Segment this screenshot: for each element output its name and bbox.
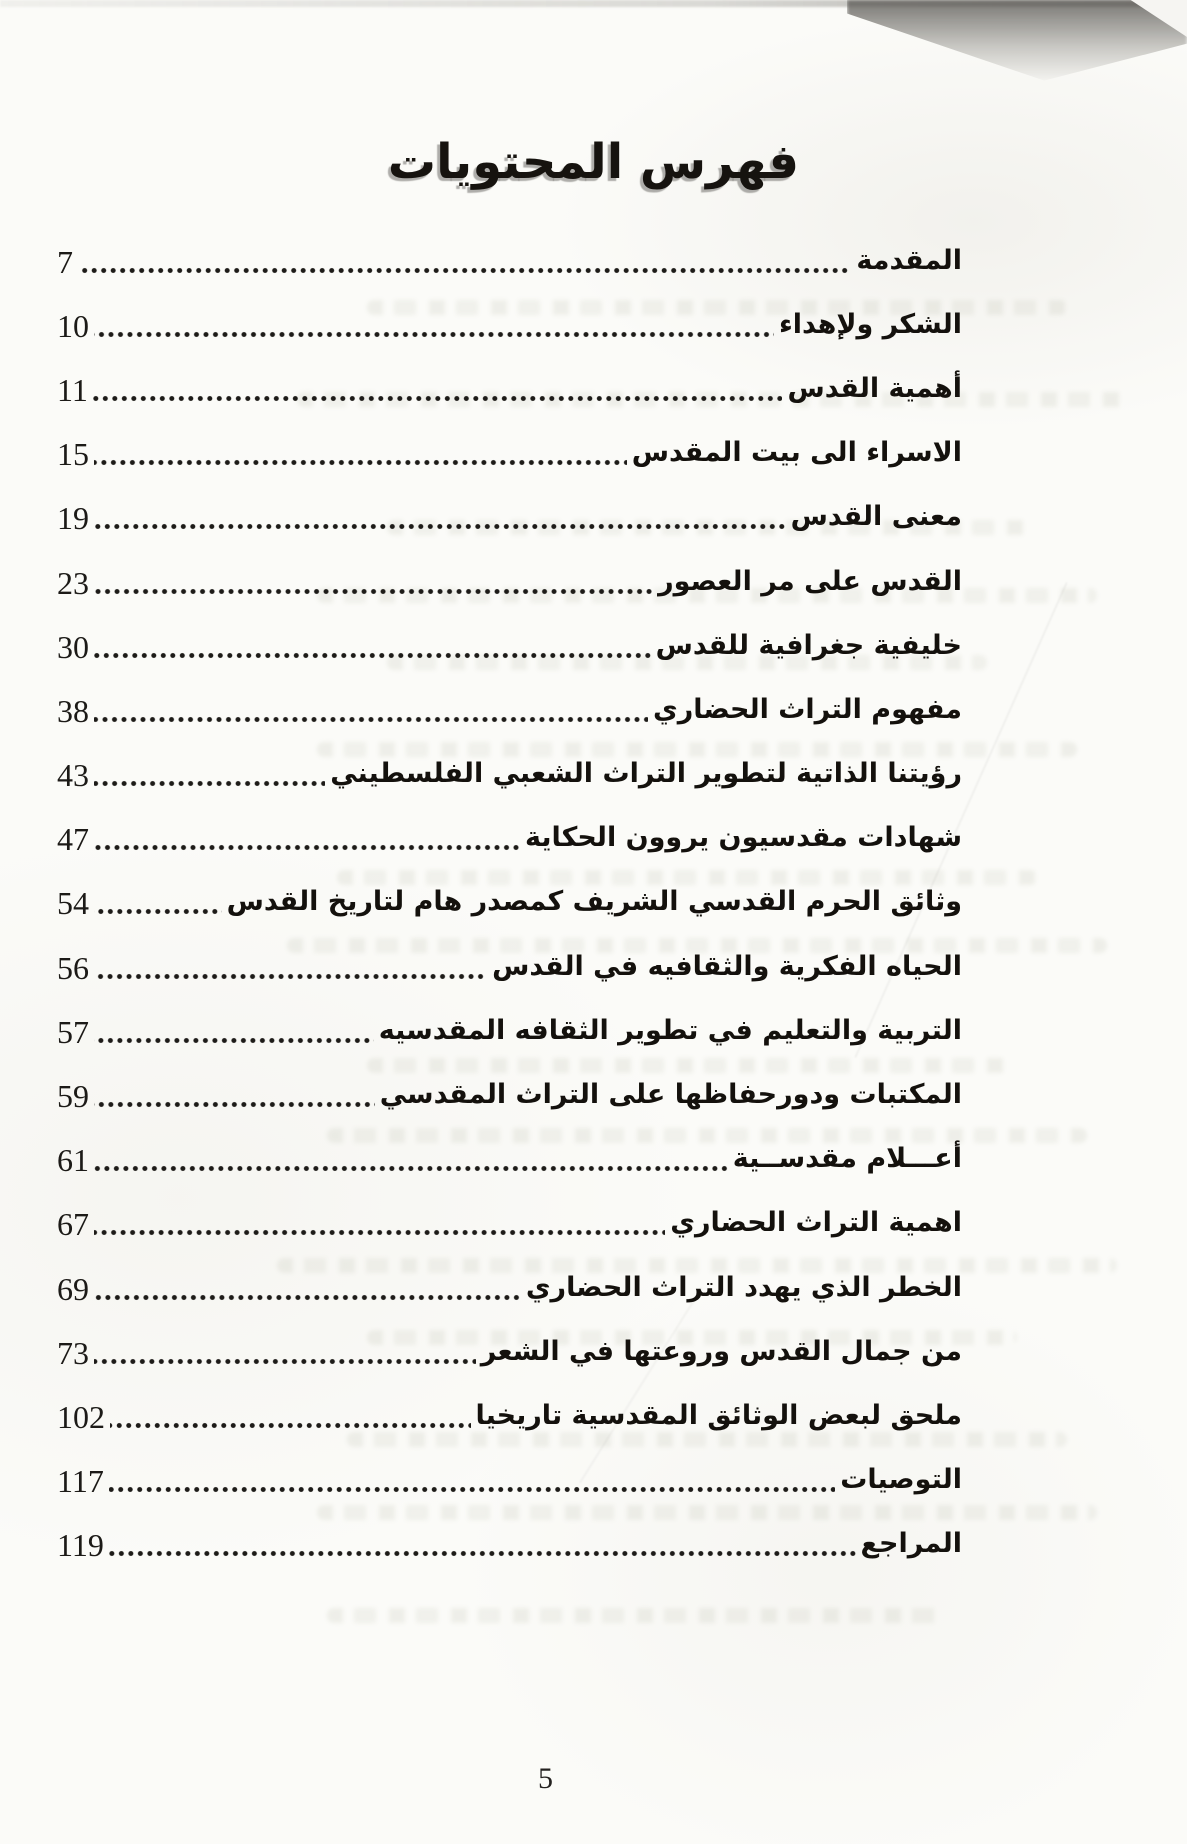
toc-entry (57, 1448, 962, 1512)
toc-entry-page-number: 10 (57, 307, 89, 344)
toc-entry-title: المكتبات ودورحفاظها على التراث المقدسي (379, 1079, 962, 1111)
toc-entry-page-number: 61 (57, 1142, 89, 1179)
toc-entry (57, 485, 962, 549)
toc-entry (57, 677, 962, 741)
toc-entry-page-number: 23 (57, 564, 89, 601)
toc-entry (57, 1191, 962, 1255)
toc-entry-page-number: 47 (57, 821, 89, 858)
toc-entry-page-number: 11 (57, 371, 88, 408)
toc-entry (57, 292, 962, 356)
dot-leader (94, 588, 653, 595)
toc-entry-title: المقدمة (856, 244, 962, 276)
dot-leader (94, 844, 520, 851)
toc-entry (57, 1383, 962, 1447)
dot-leader (94, 331, 774, 338)
toc-entry-page-number: 43 (57, 757, 89, 794)
toc-entry-page-number: 54 (57, 885, 89, 922)
toc-entry-title: من جمال القدس وروعتها في الشعر (480, 1335, 962, 1367)
toc-entry-title: معنى القدس (790, 501, 962, 533)
toc-entry-title: رؤيتنا الذاتية لتطوير التراث الشعبي الفلسطيني (330, 758, 962, 790)
toc-entry-title: اهمية التراث الحضاري (670, 1207, 962, 1239)
toc-entry-page-number: 15 (57, 436, 89, 473)
toc-entry (57, 806, 962, 870)
dot-leader (94, 780, 325, 787)
dot-leader (94, 1294, 521, 1301)
toc-entry-page-number: 19 (57, 500, 89, 537)
folio-page-number: 5 (538, 1762, 553, 1795)
dot-leader (93, 395, 783, 402)
dot-leader (94, 716, 648, 723)
toc-entry-title: التوصيات (840, 1464, 962, 1496)
toc-entry-title: خليفية جغرافية للقدس (655, 629, 962, 661)
toc-entry-page-number: 119 (57, 1527, 104, 1564)
toc-entry-title: التربية والتعليم في تطوير الثقافه المقدسيه (378, 1014, 962, 1046)
toc-entry-title: القدس على مر العصور (658, 565, 962, 597)
bleedthrough-line (327, 1608, 947, 1623)
toc-entry (57, 1255, 962, 1319)
toc-entry (57, 356, 962, 420)
toc-entry-title: أعـــلام مقدســية (732, 1143, 962, 1175)
toc-entry-title: أهمية القدس (787, 372, 962, 404)
dot-leader (94, 523, 786, 530)
toc-entry (57, 1319, 962, 1383)
toc-entry (57, 870, 962, 934)
toc-entry-page-number: 73 (57, 1334, 89, 1371)
toc-entry-title: المراجع (860, 1528, 962, 1560)
dot-leader (109, 1486, 835, 1493)
toc-entry (57, 1512, 962, 1576)
toc-entry (57, 613, 962, 677)
dot-leader (94, 1358, 476, 1365)
toc-entry-title: الشكر ولإهداء (778, 308, 962, 340)
toc-entry-title: ملحق لبعض الوثائق المقدسية تاريخيا (475, 1399, 962, 1431)
scan-corner-shadow (847, 0, 1187, 84)
toc-entry (57, 549, 962, 613)
toc-entry (57, 934, 962, 998)
toc-entry-page-number: 69 (57, 1270, 89, 1307)
dot-leader (109, 1550, 856, 1557)
toc-entry-title: الخطر الذي يهدد التراث الحضاري (525, 1271, 962, 1303)
toc-entry (57, 1127, 962, 1191)
toc-entry-title: الاسراء الى بيت المقدس (631, 437, 962, 469)
toc-entry-page-number: 59 (57, 1078, 89, 1115)
toc-entry-page-number: 38 (57, 692, 89, 729)
toc-entry (57, 421, 962, 485)
dot-leader (94, 1229, 665, 1236)
toc-entry-page-number: 67 (57, 1206, 89, 1243)
dot-leader (94, 1165, 728, 1172)
dot-leader (94, 652, 651, 659)
dot-leader (94, 973, 487, 980)
toc-entry-page-number: 57 (57, 1013, 89, 1050)
dot-leader (78, 267, 851, 274)
toc-entry (57, 998, 962, 1062)
toc-entry-page-number: 7 (57, 243, 73, 280)
dot-leader (110, 1422, 471, 1429)
toc-entry (57, 742, 962, 806)
dot-leader (94, 1101, 375, 1108)
toc-entry-page-number: 117 (57, 1463, 104, 1500)
dot-leader (94, 908, 222, 915)
toc-entry (57, 228, 962, 292)
page-title: فهرس المحتويات (387, 134, 800, 190)
dot-leader (94, 459, 627, 466)
dot-leader (94, 1037, 374, 1044)
table-of-contents (57, 228, 962, 1576)
toc-entry-page-number: 102 (57, 1398, 105, 1435)
toc-entry-title: الحياه الفكرية والثقافيه في القدس (492, 950, 962, 982)
toc-entry-title: شهادات مقدسيون يروون الحكاية (525, 822, 962, 854)
toc-entry-title: مفهوم التراث الحضاري (653, 693, 962, 725)
toc-entry-page-number: 30 (57, 628, 89, 665)
toc-entry-title: وثائق الحرم القدسي الشريف كمصدر هام لتاريخ القدس (226, 886, 962, 918)
toc-entry (57, 1062, 962, 1126)
toc-entry-page-number: 56 (57, 949, 89, 986)
